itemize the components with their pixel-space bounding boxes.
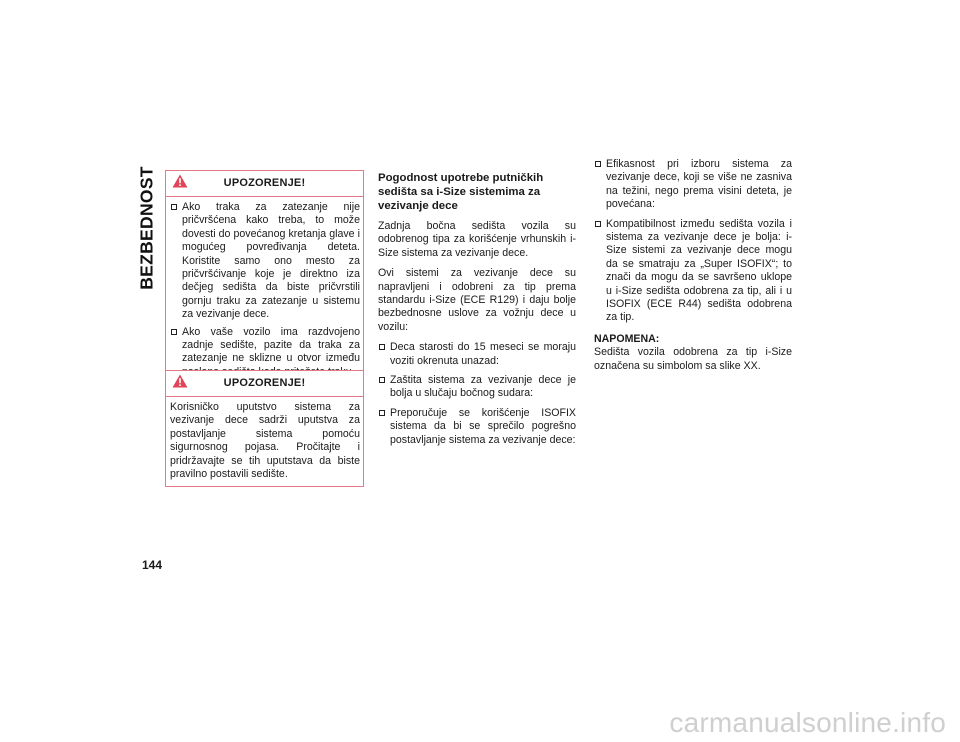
warning-box-2 bbox=[165, 370, 364, 487]
checkbox-bullet-icon bbox=[595, 161, 601, 167]
list-item-text: Kompatibilnost između sedišta vozila i sistema za vezivanje dece je bolja: i-Size sistemi za vezivanje dece mogu da se smatraju za „Super ISOFIX“; to znači da mogu da se savršeno uklope u i-Size sedišta odobrena za tip, ali i u ISOFIX (ECE R44) sedišta odobrena za tip. bbox=[606, 217, 792, 324]
warning-header bbox=[166, 171, 363, 197]
checkbox-bullet-icon bbox=[171, 204, 177, 210]
warning-box-1 bbox=[165, 170, 364, 385]
list-item-text: Preporučuje se korišćenje ISOFIX sistema da bi se sprečilo pogrešno postavljanje sistema za vezivanje dece: bbox=[390, 406, 576, 446]
checkbox-bullet-icon bbox=[595, 221, 601, 227]
list-item bbox=[378, 374, 576, 401]
paragraph: Zadnja bočna sedišta vozila su odobrenog tipa za korišćenje vrhunskih i-Size sistema za vezivanje dece. bbox=[378, 220, 576, 259]
list-item-text: Ako vaše vozilo ima razdvojeno zadnje sedište, pazite da traka za zatezanje ne sklizne u otvor između bbox=[182, 325, 360, 365]
list-item bbox=[378, 407, 576, 447]
list-item-text: Zaštita sistema za vezivanje dece je bolja u slučaju bočnog sudara: bbox=[390, 374, 576, 400]
warning-body bbox=[166, 397, 363, 486]
checkbox-bullet-icon bbox=[379, 410, 385, 416]
warning-title: UPOZORENJE! bbox=[223, 377, 306, 389]
list-item bbox=[594, 218, 792, 325]
list-item-text: Deca starosti do 15 meseci se moraju voziti okrenuta unazad: bbox=[390, 341, 576, 367]
section-heading: Pogodnost upotrebe putničkih sedišta sa i-Size sistemima za vezivanje dece bbox=[378, 172, 544, 212]
warning-title: UPOZORENJE! bbox=[223, 177, 306, 189]
right-column bbox=[594, 158, 792, 380]
page-number: 144 bbox=[142, 558, 163, 572]
watermark: carmanualsonline.info bbox=[669, 707, 946, 738]
list-item bbox=[594, 158, 792, 212]
section-tab bbox=[136, 165, 158, 290]
middle-column bbox=[378, 171, 576, 453]
checkbox-bullet-icon bbox=[379, 377, 385, 383]
checkbox-bullet-icon bbox=[171, 329, 177, 335]
checkbox-bullet-icon bbox=[379, 344, 385, 350]
section-tab-label: BEZBEDNOST bbox=[136, 165, 157, 290]
list-item bbox=[170, 201, 360, 322]
list-item-text: Efikasnost pri izboru sistema za vezivanje dece, koji se više ne zasniva na težini, nego prema visini deteta, je povećana: bbox=[606, 158, 792, 211]
warning-text: Korisničko uputstvo sistema za vezivanje dece sadrži uputstva za postavljanje sistema pomoću sigurnosnog pojasa. Pročitajte i pridržavajte se tih uputstava da biste pravilno postavili sedište. bbox=[170, 401, 360, 481]
warning-header bbox=[166, 371, 363, 397]
list-item-text: Ako traka za zatezanje nije pričvršćena kako treba, to može dovesti do povećanog kretanja glave i mogućeg povređivanja deteta. Koristite samo ono mesto za pričvršćivanje koje je direktno iza dečjeg sedišta da biste pričvrstili gornju traku za zatezanje u sistemu za vezivanje dece. bbox=[182, 201, 360, 321]
warning-body bbox=[166, 197, 363, 384]
note-title: NAPOMENA: bbox=[594, 332, 660, 345]
paragraph: Ovi sistemi za vezivanje dece su napravljeni i odobreni za tip prema standardu i-Size (ECE R129) i daju bolje bezbednosne uslove za vožnju dece u vozilu: bbox=[378, 267, 576, 333]
list-item bbox=[378, 341, 576, 368]
note-text: Sedišta vozila odobrena za tip i-Size označena su simbolom sa slike XX. bbox=[594, 346, 792, 372]
